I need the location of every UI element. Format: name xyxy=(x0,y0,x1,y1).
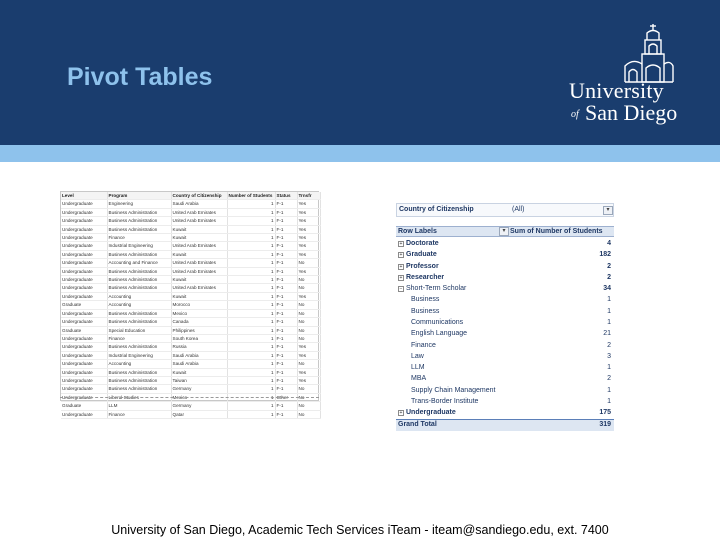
spreadsheet-row xyxy=(61,410,320,418)
pivot-filter-row xyxy=(396,203,614,217)
collapse-icon[interactable]: − xyxy=(399,286,403,293)
spreadsheet-cell: 1 xyxy=(227,276,275,284)
pivot-child-row[interactable] xyxy=(396,374,614,385)
expand-icon[interactable]: + xyxy=(399,241,403,247)
spreadsheet-cell: Undergraduate xyxy=(61,217,107,225)
spreadsheet-cell: Undergraduate xyxy=(61,410,107,418)
pivot-row-label: English Language xyxy=(411,330,468,338)
spreadsheet-row xyxy=(61,200,320,208)
pivot-row-label: MBA xyxy=(411,375,427,383)
university-logo xyxy=(565,22,685,127)
spreadsheet-cell: Kuwait xyxy=(171,368,227,376)
pivot-child-row[interactable] xyxy=(396,307,614,318)
pivot-table xyxy=(396,201,614,431)
spreadsheet-cell: F-1 xyxy=(275,276,297,284)
spreadsheet-cell: Kuwait xyxy=(171,234,227,242)
spreadsheet-table xyxy=(61,192,321,419)
pivot-row-label: Researcher xyxy=(406,273,445,281)
pivot-child-row[interactable] xyxy=(396,329,614,340)
spreadsheet-cell: Yes xyxy=(297,242,320,250)
spreadsheet-cell: F-1 xyxy=(275,217,297,225)
spreadsheet-cell: Finance xyxy=(107,410,171,418)
spreadsheet-cell: Industrial Engineering xyxy=(107,351,171,359)
spreadsheet-row xyxy=(61,242,320,250)
spreadsheet-cell: 1 xyxy=(227,292,275,300)
spreadsheet-row xyxy=(61,267,320,275)
pivot-group-row[interactable] xyxy=(396,250,614,261)
spreadsheet-cell: 1 xyxy=(227,376,275,384)
pivot-row-value: 1 xyxy=(607,386,611,394)
spreadsheet-cell: Philippines xyxy=(171,326,227,334)
spreadsheet-cell: Business Administration xyxy=(107,368,171,376)
slide-title: Pivot Tables xyxy=(67,63,213,91)
spreadsheet-cell: Canada xyxy=(171,318,227,326)
spreadsheet-cell: LLM xyxy=(107,402,171,410)
spreadsheet-row xyxy=(61,318,320,326)
pivot-child-row[interactable] xyxy=(396,397,614,408)
spreadsheet-row xyxy=(61,250,320,258)
logo-wordmark-of: of xyxy=(571,109,579,120)
pivot-row-value: 1 xyxy=(607,296,611,304)
spreadsheet-cell: F-1 xyxy=(275,301,297,309)
row-labels-header: Row Labels xyxy=(398,228,437,235)
spreadsheet-cell: 1 xyxy=(227,385,275,393)
pivot-row-value: 1 xyxy=(607,307,611,315)
pivot-child-row[interactable] xyxy=(396,363,614,374)
spreadsheet-cell: 1 xyxy=(227,410,275,418)
spreadsheet-cell: Liberal Studies xyxy=(107,393,171,401)
spreadsheet-cell: F-1 xyxy=(275,385,297,393)
pivot-row-label: Professor xyxy=(406,262,439,270)
spreadsheet-cell: F-1 xyxy=(275,309,297,317)
spreadsheet-cell: Business Administration xyxy=(107,343,171,351)
spreadsheet-cell: No xyxy=(297,385,320,393)
spreadsheet-column-header: Trnsfr xyxy=(297,192,320,200)
pivot-row-value: 2 xyxy=(607,262,611,270)
spreadsheet-cell: Business Administration xyxy=(107,309,171,317)
expand-icon[interactable]: + xyxy=(399,410,403,417)
spreadsheet-cell: F-1 xyxy=(275,242,297,250)
spreadsheet-header-row xyxy=(61,192,320,200)
spreadsheet-cell: Business Administration xyxy=(107,276,171,284)
spreadsheet-cell: F-1 xyxy=(275,360,297,368)
spreadsheet-cell: 1 xyxy=(227,234,275,242)
spreadsheet-cell: Undergraduate xyxy=(61,234,107,242)
spreadsheet-cell: Undergraduate xyxy=(61,242,107,250)
spreadsheet-cell: F-1 xyxy=(275,259,297,267)
spreadsheet-row xyxy=(61,301,320,309)
spreadsheet-cell: Germany xyxy=(171,385,227,393)
spreadsheet-cell: Yes xyxy=(297,343,320,351)
spreadsheet-cell: 1 xyxy=(227,250,275,258)
expand-icon[interactable]: + xyxy=(399,252,403,259)
pivot-row-value: 182 xyxy=(599,251,611,259)
filter-dropdown-icon[interactable]: ▾ xyxy=(603,206,613,215)
spreadsheet-cell: Saudi Arabia xyxy=(171,360,227,368)
spreadsheet-cell: Business Administration xyxy=(107,284,171,292)
spreadsheet-cell: Undergraduate xyxy=(61,276,107,284)
slide-footer: University of San Diego, Academic Tech Services iTeam - iteam@sandiego.edu, ext. 7400 xyxy=(111,523,609,537)
spreadsheet-column-header: Country of Citizenship xyxy=(171,192,227,200)
spreadsheet-cell: No xyxy=(297,301,320,309)
spreadsheet-cell: 1 xyxy=(227,360,275,368)
spreadsheet-cell: No xyxy=(297,284,320,292)
spreadsheet-row xyxy=(61,234,320,242)
spreadsheet-cell: Yes xyxy=(297,292,320,300)
spreadsheet-cell: F-1 xyxy=(275,292,297,300)
spreadsheet-cell: Taiwan xyxy=(171,376,227,384)
spreadsheet-cell: Accounting xyxy=(107,301,171,309)
spreadsheet-column-header: Status xyxy=(275,192,297,200)
spreadsheet-cell: F-1 xyxy=(275,376,297,384)
spreadsheet-row xyxy=(61,343,320,351)
spreadsheet-cell: United Arab Emirates xyxy=(171,259,227,267)
spreadsheet-cell: 1 xyxy=(227,284,275,292)
spreadsheet-cell: Undergraduate xyxy=(61,208,107,216)
spreadsheet-row xyxy=(61,292,320,300)
logo-wordmark-san-diego: San Diego xyxy=(585,100,678,125)
spreadsheet-cell: Undergraduate xyxy=(61,385,107,393)
spreadsheet-cell: F-1 xyxy=(275,402,297,410)
mission-tower-icon xyxy=(623,22,675,84)
spreadsheet-cell: Undergraduate xyxy=(61,343,107,351)
spreadsheet-cell: Business Administration xyxy=(107,208,171,216)
spreadsheet-cell: No xyxy=(297,410,320,418)
spreadsheet-cell: F-1 xyxy=(275,208,297,216)
spreadsheet-cell: F-1 xyxy=(275,410,297,418)
pivot-row-label: Supply Chain Management xyxy=(411,386,496,394)
filter-label: Country of Citizenship xyxy=(399,206,474,213)
filter-value: (All) xyxy=(512,206,525,213)
pivot-row-label: Undergraduate xyxy=(406,409,456,417)
spreadsheet-cell: Yes xyxy=(297,250,320,258)
spreadsheet-row xyxy=(61,284,320,292)
spreadsheet-cell: Industrial Engineering xyxy=(107,242,171,250)
spreadsheet-cell: Yes xyxy=(297,267,320,275)
pivot-header-row xyxy=(396,226,614,237)
spreadsheet-cell: Graduate xyxy=(61,326,107,334)
pivot-row-label: Graduate xyxy=(406,251,437,259)
spreadsheet-cell: Saudi Arabia xyxy=(171,200,227,208)
spreadsheet-cell: Business Administration xyxy=(107,376,171,384)
spreadsheet-cell: F-1 xyxy=(275,250,297,258)
spreadsheet-cell: Undergraduate xyxy=(61,284,107,292)
spreadsheet-cell: Accounting xyxy=(107,292,171,300)
row-labels-filter-icon[interactable]: ▾ xyxy=(499,227,509,236)
pivot-child-row[interactable] xyxy=(396,352,614,363)
source-spreadsheet xyxy=(60,191,319,417)
spreadsheet-cell: United Arab Emirates xyxy=(171,217,227,225)
spreadsheet-cell: 1 xyxy=(227,309,275,317)
spreadsheet-cell: F-1 xyxy=(275,284,297,292)
spreadsheet-column-header: Program xyxy=(107,192,171,200)
spreadsheet-cell: Undergraduate xyxy=(61,334,107,342)
pivot-row-label: Law xyxy=(411,352,424,360)
sum-header: Sum of Number of Students xyxy=(510,228,603,235)
spreadsheet-cell: Yes xyxy=(297,225,320,233)
spreadsheet-cell: Undergraduate xyxy=(61,368,107,376)
spreadsheet-cell: Kuwait xyxy=(171,250,227,258)
spreadsheet-cell: Graduate xyxy=(61,402,107,410)
expand-icon[interactable]: + xyxy=(399,263,403,270)
pivot-child-row[interactable] xyxy=(396,295,614,306)
spreadsheet-cell: Yes xyxy=(297,376,320,384)
spreadsheet-column-header: Number of Students xyxy=(227,192,275,200)
spreadsheet-cell: F-1 xyxy=(275,351,297,359)
spreadsheet-cell: Undergraduate xyxy=(61,376,107,384)
pivot-row-value: 34 xyxy=(603,285,611,293)
spreadsheet-cell: Graduate xyxy=(61,301,107,309)
pivot-group-row[interactable] xyxy=(396,239,614,250)
pivot-row-label: Trans-Border Institute xyxy=(411,397,479,405)
pivot-group-row[interactable] xyxy=(396,408,614,419)
spreadsheet-cell: No xyxy=(297,334,320,342)
expand-icon[interactable]: + xyxy=(399,274,403,281)
spreadsheet-cell: F-1 xyxy=(275,343,297,351)
spreadsheet-cell: 1 xyxy=(227,301,275,309)
spreadsheet-row xyxy=(61,309,320,317)
pivot-grand-total-row[interactable] xyxy=(396,419,614,430)
spreadsheet-torn-edge xyxy=(60,397,319,402)
spreadsheet-row xyxy=(61,376,320,384)
spreadsheet-cell: F-1 xyxy=(275,368,297,376)
spreadsheet-cell: Undergraduate xyxy=(61,292,107,300)
pivot-row-value: 1 xyxy=(607,397,611,405)
spreadsheet-cell: F-1 xyxy=(275,234,297,242)
pivot-row-value: 2 xyxy=(607,273,611,281)
spreadsheet-cell: Business Administration xyxy=(107,217,171,225)
pivot-row-value: 21 xyxy=(603,330,611,338)
spreadsheet-cell: Undergraduate xyxy=(61,318,107,326)
spreadsheet-cell: No xyxy=(297,318,320,326)
pivot-row-value: 2 xyxy=(607,375,611,383)
spreadsheet-cell: Qatar xyxy=(171,410,227,418)
pivot-row-value: 1 xyxy=(607,364,611,372)
pivot-row-label: Business xyxy=(411,296,440,304)
spreadsheet-cell: Kuwait xyxy=(171,276,227,284)
pivot-row-value: 175 xyxy=(599,409,611,417)
spreadsheet-cell: United Arab Emirates xyxy=(171,242,227,250)
pivot-row-label: Communications xyxy=(411,318,464,326)
spreadsheet-cell: F-1 xyxy=(275,334,297,342)
pivot-row-value: 4 xyxy=(607,240,611,247)
spreadsheet-cell: Undergraduate xyxy=(61,393,107,401)
spreadsheet-cell: No xyxy=(297,259,320,267)
spreadsheet-cell: Special Education xyxy=(107,326,171,334)
pivot-row-label: Short-Term Scholar xyxy=(406,285,467,293)
spreadsheet-cell: No xyxy=(297,276,320,284)
spreadsheet-cell: Other xyxy=(275,393,297,401)
spreadsheet-cell: No xyxy=(297,393,320,401)
spreadsheet-row xyxy=(61,368,320,376)
spreadsheet-cell: 1 xyxy=(227,351,275,359)
spreadsheet-cell: Russia xyxy=(171,343,227,351)
spreadsheet-cell: 1 xyxy=(227,225,275,233)
spreadsheet-cell: F-1 xyxy=(275,267,297,275)
spreadsheet-cell: F-1 xyxy=(275,225,297,233)
spreadsheet-cell: F-1 xyxy=(275,200,297,208)
pivot-group-row[interactable] xyxy=(396,273,614,284)
pivot-row-value: 319 xyxy=(599,421,611,429)
spreadsheet-cell: Germany xyxy=(171,402,227,410)
spreadsheet-cell: 1 xyxy=(227,259,275,267)
spreadsheet-cell: Finance xyxy=(107,334,171,342)
spreadsheet-cell: F-1 xyxy=(275,326,297,334)
spreadsheet-cell: No xyxy=(297,360,320,368)
pivot-row-value: 2 xyxy=(607,341,611,349)
spreadsheet-cell: United Arab Emirates xyxy=(171,284,227,292)
spreadsheet-cell: 1 xyxy=(227,242,275,250)
spreadsheet-cell: Business Administration xyxy=(107,267,171,275)
spreadsheet-row xyxy=(61,326,320,334)
spreadsheet-cell: 1 xyxy=(227,318,275,326)
spreadsheet-cell: 1 xyxy=(227,267,275,275)
spreadsheet-cell: Finance xyxy=(107,234,171,242)
spreadsheet-cell: Mexico xyxy=(171,309,227,317)
spreadsheet-cell: Yes xyxy=(297,368,320,376)
spreadsheet-cell: No xyxy=(297,309,320,317)
spreadsheet-cell: United Arab Emirates xyxy=(171,267,227,275)
pivot-row-label: LLM xyxy=(411,364,425,372)
pivot-row-label: Finance xyxy=(411,341,436,349)
spreadsheet-cell: Undergraduate xyxy=(61,267,107,275)
spreadsheet-row xyxy=(61,217,320,225)
spreadsheet-cell: 1 xyxy=(227,368,275,376)
spreadsheet-cell: Accounting and Finance xyxy=(107,259,171,267)
pivot-row-label: Grand Total xyxy=(398,421,437,429)
spreadsheet-cell: Mexico xyxy=(171,393,227,401)
spreadsheet-cell: No xyxy=(297,326,320,334)
spreadsheet-cell: Accounting xyxy=(107,360,171,368)
spreadsheet-cell: 1 xyxy=(227,200,275,208)
spreadsheet-cell: Saudi Arabia xyxy=(171,351,227,359)
pivot-child-row[interactable] xyxy=(396,318,614,329)
spreadsheet-cell: 1 xyxy=(227,343,275,351)
spreadsheet-cell: Business Administration xyxy=(107,250,171,258)
spreadsheet-cell: 1 xyxy=(227,402,275,410)
pivot-child-row[interactable] xyxy=(396,341,614,352)
spreadsheet-cell: 1 xyxy=(227,208,275,216)
spreadsheet-row xyxy=(61,259,320,267)
spreadsheet-column-header: Level xyxy=(61,192,107,200)
spreadsheet-row xyxy=(61,360,320,368)
spreadsheet-cell: Yes xyxy=(297,217,320,225)
pivot-child-row[interactable] xyxy=(396,386,614,397)
spreadsheet-cell: F-1 xyxy=(275,318,297,326)
spreadsheet-cell: Undergraduate xyxy=(61,309,107,317)
spreadsheet-cell: Undergraduate xyxy=(61,200,107,208)
spreadsheet-row xyxy=(61,402,320,410)
spreadsheet-cell: 1 xyxy=(227,217,275,225)
spreadsheet-row xyxy=(61,385,320,393)
spreadsheet-cell: Yes xyxy=(297,234,320,242)
spreadsheet-row xyxy=(61,208,320,216)
spreadsheet-cell: 1 xyxy=(227,334,275,342)
spreadsheet-cell: Undergraduate xyxy=(61,259,107,267)
pivot-group-row[interactable] xyxy=(396,262,614,273)
spreadsheet-cell: Yes xyxy=(297,200,320,208)
spreadsheet-cell: 1 xyxy=(227,393,275,401)
spreadsheet-cell: Business Administration xyxy=(107,385,171,393)
pivot-row-label: Doctorate xyxy=(406,240,439,247)
spreadsheet-cell: Undergraduate xyxy=(61,351,107,359)
spreadsheet-row xyxy=(61,276,320,284)
spreadsheet-row xyxy=(61,351,320,359)
pivot-row-label: Business xyxy=(411,307,440,315)
spreadsheet-cell: Engineering xyxy=(107,200,171,208)
spreadsheet-cell: Undergraduate xyxy=(61,360,107,368)
spreadsheet-cell: Kuwait xyxy=(171,292,227,300)
spreadsheet-cell: Undergraduate xyxy=(61,225,107,233)
spreadsheet-cell: Yes xyxy=(297,351,320,359)
spreadsheet-cell: 1 xyxy=(227,326,275,334)
logo-wordmark-university: University xyxy=(569,78,664,103)
pivot-row-value: 3 xyxy=(607,352,611,360)
spreadsheet-cell: Kuwait xyxy=(171,225,227,233)
spreadsheet-cell: Morocco xyxy=(171,301,227,309)
spreadsheet-cell: No xyxy=(297,402,320,410)
header-accent-stripe xyxy=(0,145,720,162)
spreadsheet-cell: United Arab Emirates xyxy=(171,208,227,216)
spreadsheet-cell: Yes xyxy=(297,208,320,216)
spreadsheet-row xyxy=(61,334,320,342)
pivot-selected-value-cell xyxy=(396,284,614,295)
spreadsheet-cell: Business Administration xyxy=(107,225,171,233)
spreadsheet-cell: Business Administration xyxy=(107,318,171,326)
spreadsheet-row xyxy=(61,225,320,233)
pivot-row-value: 1 xyxy=(607,318,611,326)
spreadsheet-cell: South Korea xyxy=(171,334,227,342)
spreadsheet-cell: Undergraduate xyxy=(61,250,107,258)
